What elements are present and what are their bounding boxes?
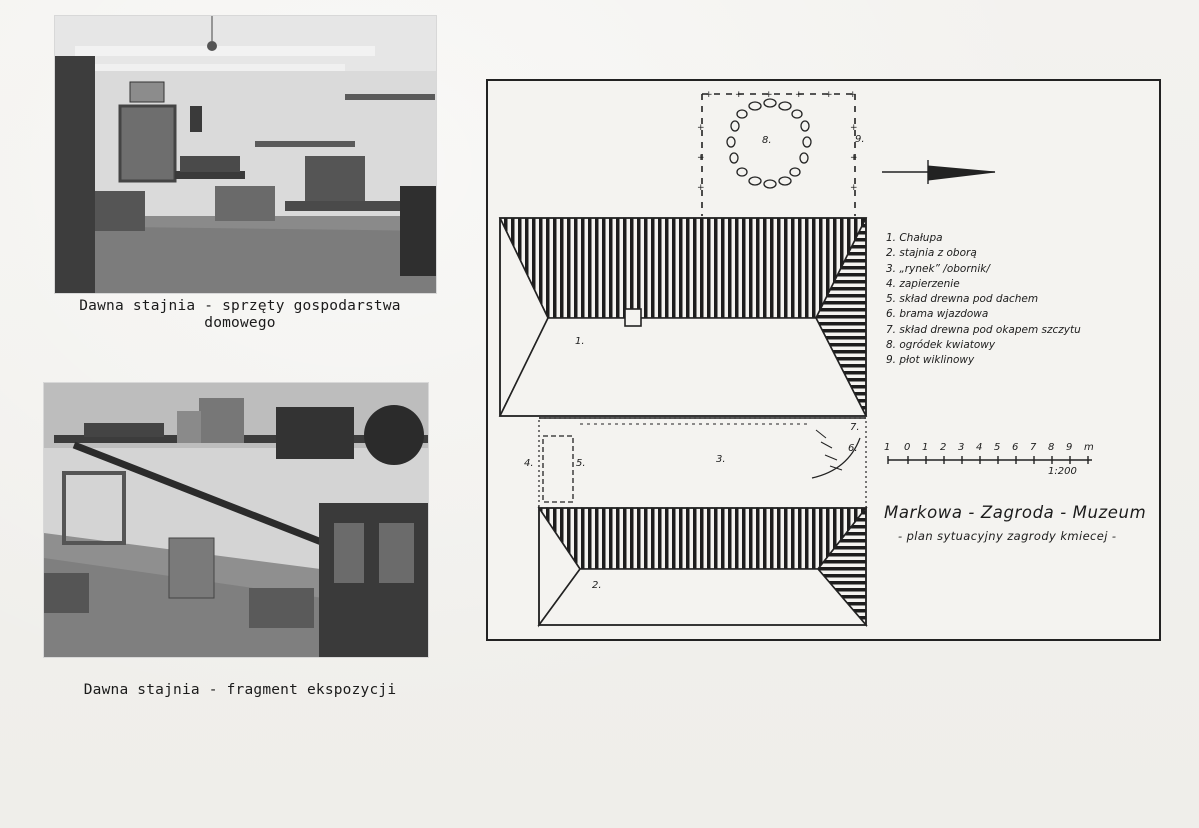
photo2-caption: Dawna stajnia - fragment ekspozycji <box>83 682 397 698</box>
legend-item: 7. skład drewna pod okapem szczytu <box>886 323 1081 336</box>
svg-text:+: + <box>850 153 858 163</box>
label-area-5: 5. <box>576 458 586 469</box>
plan-title: Markowa - Zagroda - Muzeum <box>884 503 1147 522</box>
scale-tick: 5 <box>994 442 1001 453</box>
svg-text:+: + <box>825 90 833 100</box>
north-arrow-icon <box>882 160 995 184</box>
scale-tick: 3 <box>958 442 965 453</box>
scale-tick: 7 <box>1030 442 1037 453</box>
svg-text:+: + <box>705 90 713 100</box>
scale-tick: 0 <box>904 442 911 453</box>
label-area-6: 6. <box>848 443 858 454</box>
label-building-2: 2. <box>592 580 602 591</box>
scale-bar <box>888 456 1092 464</box>
svg-text:+: + <box>849 90 857 100</box>
label-fence: 9. <box>855 134 865 145</box>
label-garden: 8. <box>762 135 772 146</box>
legend-item: 4. zapierzenie <box>886 277 960 290</box>
legend-item: 1. Chałupa <box>886 232 943 244</box>
plan-subtitle: - plan sytuacyjny zagrody kmiecej - <box>898 529 1117 543</box>
photo1-caption-line1: Dawna stajnia - sprzęty gospodarstwa <box>79 298 401 314</box>
photo1-caption-line2: domowego <box>204 315 276 331</box>
svg-text:+: + <box>697 183 705 193</box>
fence-crosses <box>697 90 858 193</box>
scale-tick: 8 <box>1048 442 1055 453</box>
plan-legend <box>886 231 1081 369</box>
svg-text:+: + <box>850 123 858 133</box>
scale-tick: 2 <box>940 442 947 453</box>
scale-tick: 6 <box>1012 442 1019 453</box>
legend-item: 8. ogródek kwiatowy <box>886 339 996 352</box>
svg-text:+: + <box>697 123 705 133</box>
scale-tick: 1 <box>884 442 891 453</box>
label-building-1: 1. <box>575 336 585 347</box>
legend-item: 3. „rynek” /obornik/ <box>886 262 990 275</box>
building-1-cottage <box>500 218 866 416</box>
wicker-fence <box>702 94 855 216</box>
svg-text:+: + <box>850 183 858 193</box>
scale-tick: 9 <box>1066 442 1073 453</box>
svg-text:+: + <box>795 90 803 100</box>
yard-area <box>539 418 866 508</box>
label-yard: 3. <box>716 454 726 465</box>
scale-tick: 1 <box>922 442 929 453</box>
scale-tick: m <box>1084 442 1094 453</box>
legend-item: 5. skład drewna pod dachem <box>886 293 1039 306</box>
legend-item: 2. stajnia z oborą <box>886 247 977 260</box>
scale-ratio: 1:200 <box>1048 466 1077 477</box>
label-area-4: 4. <box>524 458 534 469</box>
svg-text:+: + <box>735 90 743 100</box>
svg-text:+: + <box>697 153 705 163</box>
scale-tick: 4 <box>976 442 983 453</box>
legend-item: 9. płot wiklinowy <box>886 354 975 367</box>
building-2-stable <box>539 508 866 625</box>
svg-text:+: + <box>765 90 773 100</box>
legend-item: 6. brama wjazdowa <box>886 308 989 321</box>
label-area-7: 7. <box>850 422 860 433</box>
